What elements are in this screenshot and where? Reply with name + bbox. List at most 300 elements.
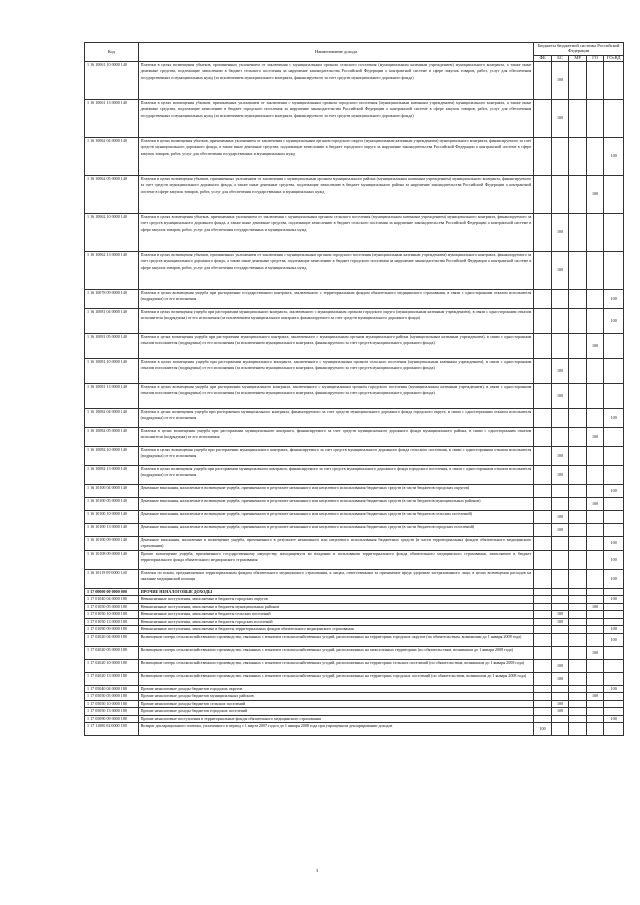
row-code: 1 16 10061 10 0000 140 [85, 61, 139, 99]
row-value-cell [586, 465, 604, 484]
table-row [85, 611, 624, 619]
row-name: Денежные взыскания, налагаемые в возмещение ущерба, причиненного в результате незаконного или нецелевого использования бюджетных средств (в части территориальных фондов обязательного медицинского страхования) [138, 536, 534, 550]
row-code: 1 17 02020 10 0000 180 [85, 659, 139, 672]
row-value-cell [586, 723, 604, 736]
row-value-cell [586, 523, 604, 536]
row-value-cell [586, 61, 604, 99]
row-value-cell [586, 408, 604, 427]
row-value-cell [534, 588, 552, 596]
row-value-cell [534, 446, 552, 465]
row-name: Прочие неналоговые доходы бюджетов сельских поселений [138, 700, 534, 708]
table-row [85, 672, 624, 685]
row-value-cell [586, 251, 604, 289]
row-code: 1 17 11000 02 0000 180 [85, 723, 139, 736]
row-value-cell [534, 61, 552, 99]
table-row [85, 497, 624, 510]
row-code: 1 16 10100 04 0000 140 [85, 484, 139, 497]
row-name: Возмещение потерь сельскохозяйственного производства, связанных с изъятием сельскохозяйственных угодий, расположенных на межселенных территориях (по обязательствам, возникшим до 1 января 2008 года) [138, 646, 534, 659]
header-col-mr: МР [569, 56, 587, 62]
row-value-cell [586, 633, 604, 646]
table-row [85, 427, 624, 446]
row-value-cell: 100 [604, 308, 624, 333]
row-value-cell [569, 536, 587, 550]
row-value-cell [569, 446, 587, 465]
row-name: Невыясненные поступления, зачисляемые в бюджеты городских поселений [138, 618, 534, 626]
table-header [85, 43, 624, 62]
row-value-cell [569, 523, 587, 536]
table-row [85, 523, 624, 536]
row-value-cell [551, 137, 569, 175]
row-value-cell: 100 [586, 175, 604, 213]
row-value-cell: 100 [604, 569, 624, 588]
row-value-cell [586, 588, 604, 596]
row-value-cell [551, 588, 569, 596]
row-value-cell [551, 715, 569, 723]
row-value-cell [569, 715, 587, 723]
row-code: 1 16 10081 10 0000 140 [85, 358, 139, 383]
row-name: Денежные взыскания, налагаемые в возмещение ущерба, причиненного в результате незаконного или нецелевого использования бюджетных средств (в части бюджетов городских поселений) [138, 523, 534, 536]
row-name: Денежные взыскания, налагаемые в возмещение ущерба, причиненного в результате незаконного или нецелевого использования бюджетных средств (в части бюджетов сельских поселений) [138, 510, 534, 523]
table-row [85, 289, 624, 308]
row-code: 1 17 02020 13 0000 180 [85, 672, 139, 685]
row-name: Прочие неналоговые доходы бюджетов муниципальных районов [138, 693, 534, 701]
row-value-cell: 100 [604, 484, 624, 497]
row-value-cell [569, 308, 587, 333]
row-value-cell: 100 [551, 251, 569, 289]
row-name: Платежи в целях возмещения убытков, причиненных уклонением от заключения с муниципальным органом городского поселения (муниципальным казенным учреждением) муниципального контракта, а также иные денежные средства, подлежащие зачислению в бюджет городского поселения за нарушение законодательства Российской Федерации о контрактной системе в сфере закупок товаров, работ, услуг для обеспечения государственных и муниципальных нужд (за исключением муниципального контракта, финансируемого за счет средств муниципального дорожного фонда) [138, 99, 534, 137]
row-value-cell [534, 408, 552, 427]
row-name: Платежи в целях возмещения ущерба при расторжении муниципального контракта, заключенного с муниципальным органом городского округа (муниципальным казенным учреждением), в связи с односторонним отказом исполнителя (подрядчика) от его исполнения (за исключением муниципального контракта, финансируемого за счет средств муниципального дорожного фонда) [138, 308, 534, 333]
row-value-cell [534, 672, 552, 685]
row-value-cell [534, 693, 552, 701]
table-row [85, 700, 624, 708]
row-value-cell [551, 626, 569, 634]
row-value-cell [569, 289, 587, 308]
row-name: Денежные взыскания, налагаемые в возмещение ущерба, причиненного в результате незаконного или нецелевого использования бюджетных средств (в части бюджетов городских округов) [138, 484, 534, 497]
header-code: Код [85, 43, 139, 62]
row-value-cell [586, 308, 604, 333]
table-row [85, 723, 624, 736]
row-value-cell [551, 427, 569, 446]
row-value-cell [569, 611, 587, 619]
row-value-cell: 100 [551, 446, 569, 465]
row-value-cell [569, 99, 587, 137]
header-name: Наименование дохода [138, 43, 534, 62]
table-row [85, 61, 624, 99]
row-name: Невыясненные поступления, зачисляемые в бюджеты территориальных фондов обязательного медицинского страхования [138, 626, 534, 634]
table-row [85, 333, 624, 358]
table-row [85, 465, 624, 484]
row-value-cell [534, 596, 552, 604]
row-value-cell [604, 61, 624, 99]
row-name: Возврат декларационного платежа, уплаченного в период с 1 марта 2007 года и до 1 января 2008 года при упрощенном декларировании доходов [138, 723, 534, 736]
row-value-cell: 100 [604, 536, 624, 550]
row-value-cell: 100 [604, 626, 624, 634]
row-value-cell: 100 [604, 715, 624, 723]
row-code: 1 16 10062 10 0000 140 [85, 213, 139, 251]
header-col-go: ГО [586, 56, 604, 62]
row-code: 1 16 10062 05 0000 140 [85, 175, 139, 213]
header-col-fb: ФБ [534, 56, 552, 62]
row-value-cell: 100 [551, 659, 569, 672]
row-value-cell [586, 289, 604, 308]
table-row [85, 588, 624, 596]
row-value-cell [569, 465, 587, 484]
table-row [85, 569, 624, 588]
row-code: 1 16 10100 09 0000 140 [85, 536, 139, 550]
table-row [85, 603, 624, 611]
row-name: Возмещение потерь сельскохозяйственного производства, связанных с изъятием сельскохозяйственных угодий, расположенных на территориях городских округов (по обязательствам, возникшим до 1 января 2008 года) [138, 633, 534, 646]
row-value-cell [604, 723, 624, 736]
row-value-cell [534, 633, 552, 646]
row-value-cell [569, 251, 587, 289]
row-value-cell [604, 708, 624, 716]
row-value-cell [586, 672, 604, 685]
row-code: 1 16 10108 09 0000 140 [85, 550, 139, 569]
row-value-cell: 100 [586, 693, 604, 701]
table-row [85, 536, 624, 550]
row-value-cell: 100 [551, 510, 569, 523]
row-value-cell [534, 569, 552, 588]
row-code: 1 17 02020 05 0000 180 [85, 646, 139, 659]
row-value-cell: 100 [551, 61, 569, 99]
row-value-cell [586, 510, 604, 523]
row-value-cell [586, 358, 604, 383]
row-value-cell: 100 [551, 708, 569, 716]
row-value-cell [586, 383, 604, 408]
row-value-cell [551, 633, 569, 646]
row-value-cell [551, 408, 569, 427]
row-value-cell [534, 708, 552, 716]
row-value-cell [534, 646, 552, 659]
row-value-cell [604, 700, 624, 708]
row-code: 1 17 01050 05 0000 180 [85, 603, 139, 611]
row-name: Платежи в целях возмещения ущерба при расторжении муниципального контракта, заключенного с муниципальным органом городского поселения (муниципальным казенным учреждением), в связи с односторонним отказом исполнителя (подрядчика) от его исполнения (за исключением муниципального контракта, финансируемого за счет средств муниципального дорожного фонда) [138, 383, 534, 408]
row-code: 1 16 10119 09 0000 140 [85, 569, 139, 588]
row-value-cell [586, 536, 604, 550]
row-value-cell [604, 523, 624, 536]
row-name: Платежи по искам, предъявляемым территориальным фондом обязательного медицинского страхования, к лицам, ответственным за причинение вреда здоровью застрахованного лица, в целях возмещения расходов на оказание медицинской помощи [138, 569, 534, 588]
row-code: 1 17 02020 04 0000 180 [85, 633, 139, 646]
row-value-cell [604, 659, 624, 672]
row-value-cell [604, 213, 624, 251]
row-value-cell [604, 333, 624, 358]
row-name: Платежи в целях возмещения ущерба при расторжении муниципального контракта, финансируемого за счет средств муниципального дорожного фонда городского округа, в связи с односторонним отказом исполнителя (подрядчика) от его исполнения [138, 408, 534, 427]
row-value-cell: 100 [586, 646, 604, 659]
table-row [85, 358, 624, 383]
row-value-cell [604, 358, 624, 383]
table-row [85, 213, 624, 251]
row-value-cell [586, 569, 604, 588]
row-name: Платежи в целях возмещения убытков, причиненных уклонением от заключения с муниципальным органом муниципального района (муниципальным казенным учреждением) муниципального контракта, финансируемого за счет средств муниципального дорожного фонда, а также иные денежные средства, подлежащие зачислению в бюджет муниципального района за нарушение законодательства Российской Федерации о контрактной системе в сфере закупок товаров, работ, услуг для обеспечения государственных и муниципальных нужд [138, 175, 534, 213]
table-row [85, 715, 624, 723]
row-value-cell [569, 175, 587, 213]
row-value-cell [586, 137, 604, 175]
row-value-cell [534, 333, 552, 358]
row-value-cell [569, 596, 587, 604]
row-value-cell [586, 550, 604, 569]
row-value-cell [534, 137, 552, 175]
row-code: 1 17 00000 00 0000 000 [85, 588, 139, 596]
row-value-cell [551, 603, 569, 611]
row-value-cell [551, 646, 569, 659]
row-value-cell [534, 308, 552, 333]
row-value-cell [551, 569, 569, 588]
row-value-cell [569, 137, 587, 175]
row-value-cell [534, 626, 552, 634]
table-row [85, 408, 624, 427]
row-name: Невыясненные поступления, зачисляемые в бюджеты городских округов [138, 596, 534, 604]
table-row [85, 308, 624, 333]
row-value-cell [534, 99, 552, 137]
row-name: Платежи в целях возмещения убытков, причиненных уклонением от заключения с муниципальным органом сельского поселения (муниципальным казенным учреждением) муниципального контракта, финансируемого за счет средств муниципального дорожного фонда, а также иные денежные средства, подлежащие зачислению в бюджет сельского поселения за нарушение законодательства Российской Федерации о контрактной системе в сфере закупок товаров, работ, услуг для обеспечения государственных и муниципальных нужд [138, 213, 534, 251]
row-name: Платежи в целях возмещения ущерба при расторжении муниципального контракта, заключенного с муниципальным органом муниципального района (муниципальным казенным учреждением), в связи с односторонним отказом исполнителя (подрядчика) от его исполнения (за исключением муниципального контракта, финансируемого за счет средств муниципального дорожного фонда) [138, 333, 534, 358]
row-value-cell: 100 [604, 550, 624, 569]
row-value-cell [569, 672, 587, 685]
row-value-cell [569, 693, 587, 701]
row-value-cell [534, 715, 552, 723]
row-name: Прочие неналоговые доходы бюджетов городских округов [138, 685, 534, 693]
row-code: 1 16 10081 04 0000 140 [85, 308, 139, 333]
row-value-cell [551, 308, 569, 333]
row-value-cell [569, 497, 587, 510]
row-code: 1 17 01050 10 0000 180 [85, 611, 139, 619]
row-value-cell: 100 [586, 427, 604, 446]
row-value-cell: 100 [604, 137, 624, 175]
table-row [85, 626, 624, 634]
row-value-cell [586, 213, 604, 251]
table-row [85, 251, 624, 289]
row-name: Невыясненные поступления, зачисляемые в бюджеты сельских поселений [138, 611, 534, 619]
table-row [85, 175, 624, 213]
row-value-cell: 100 [604, 408, 624, 427]
row-value-cell: 100 [551, 383, 569, 408]
row-value-cell [551, 484, 569, 497]
header-col-bs: БС [551, 56, 569, 62]
row-value-cell [569, 700, 587, 708]
row-value-cell [604, 175, 624, 213]
row-value-cell [604, 693, 624, 701]
row-value-cell [534, 685, 552, 693]
row-value-cell [569, 510, 587, 523]
table-row [85, 685, 624, 693]
row-value-cell [604, 618, 624, 626]
row-value-cell [586, 611, 604, 619]
row-value-cell [534, 611, 552, 619]
row-value-cell [569, 708, 587, 716]
row-value-cell [569, 646, 587, 659]
row-value-cell: 100 [551, 358, 569, 383]
row-code: 1 16 10062 13 0000 140 [85, 251, 139, 289]
row-value-cell [534, 497, 552, 510]
table-row [85, 659, 624, 672]
row-value-cell [569, 61, 587, 99]
row-code: 1 16 10082 10 0000 140 [85, 446, 139, 465]
row-value-cell: 100 [586, 603, 604, 611]
row-name: Платежи в целях возмещения убытков, причиненных уклонением от заключения с муниципальным органом сельского поселения (муниципальным казенным учреждением) муниципального контракта, а также иные денежные средства, подлежащие зачислению в бюджет сельского поселения за нарушение законодательства Российской Федерации о контрактной системе в сфере закупок товаров, работ, услуг для обеспечения государственных и муниципальных нужд (за исключением муниципального контракта, финансируемого за счет средств муниципального дорожного фонда) [138, 61, 534, 99]
header-col-govd: ГОсВД [604, 56, 624, 62]
row-name: Прочие неналоговые доходы бюджетов городских поселений [138, 708, 534, 716]
row-value-cell: 100 [551, 523, 569, 536]
row-name: Возмещение потерь сельскохозяйственного производства, связанных с изъятием сельскохозяйственных угодий, расположенных на территориях сельских поселений (по обязательствам, возникшим до 1 января 2008 года) [138, 659, 534, 672]
row-value-cell [569, 626, 587, 634]
row-value-cell [569, 408, 587, 427]
row-value-cell [586, 700, 604, 708]
row-value-cell [534, 603, 552, 611]
row-value-cell [604, 510, 624, 523]
row-value-cell [604, 603, 624, 611]
row-value-cell [604, 446, 624, 465]
row-name: Платежи в целях возмещения убытков, причиненных уклонением от заключения с муниципальным органом городского округа (муниципальным казенным учреждением) муниципального контракта, финансируемого за счет средств муниципального дорожного фонда, а также иные денежные средства, подлежащие зачислению в бюджет городского округа за нарушение законодательства Российской Федерации о контрактной системе в сфере закупок товаров, работ, услуг для обеспечения государственных и муниципальных нужд [138, 137, 534, 175]
row-code: 1 16 10061 13 0000 140 [85, 99, 139, 137]
row-code: 1 16 10082 04 0000 140 [85, 408, 139, 427]
row-code: 1 16 10082 05 0000 140 [85, 427, 139, 446]
row-value-cell: 100 [604, 289, 624, 308]
row-value-cell [604, 465, 624, 484]
table-row [85, 383, 624, 408]
row-value-cell: 100 [551, 465, 569, 484]
row-value-cell: 100 [551, 611, 569, 619]
row-value-cell [551, 685, 569, 693]
row-value-cell [534, 484, 552, 497]
row-value-cell [604, 672, 624, 685]
page-number: 3 [316, 868, 319, 873]
row-value-cell: 100 [551, 213, 569, 251]
row-value-cell [569, 427, 587, 446]
row-code: 1 16 10078 09 0000 140 [85, 289, 139, 308]
row-name: Платежи в целях возмещения ущерба при расторжении государственного контракта, заключенного с территориальным фондом обязательного медицинского страхования, в связи с односторонним отказом исполнителя (подрядчика) от его исполнения [138, 289, 534, 308]
row-code: 1 16 10081 13 0000 140 [85, 383, 139, 408]
row-value-cell [586, 446, 604, 465]
row-code: 1 17 01040 04 0000 180 [85, 596, 139, 604]
row-name: Платежи в целях возмещения ущерба при расторжении муниципального контракта, заключенного с муниципальным органом сельского поселения (муниципальным казенным учреждением), в связи с односторонним отказом исполнителя (подрядчика) от его исполнения (за исключением муниципального контракта, финансируемого за счет средств муниципального дорожного фонда) [138, 358, 534, 383]
row-value-cell [604, 251, 624, 289]
row-value-cell: 100 [551, 672, 569, 685]
row-value-cell [586, 659, 604, 672]
row-value-cell [551, 497, 569, 510]
row-value-cell [534, 213, 552, 251]
row-value-cell [569, 659, 587, 672]
row-value-cell [551, 693, 569, 701]
row-value-cell [569, 550, 587, 569]
row-code: 1 16 10100 10 0000 140 [85, 510, 139, 523]
row-value-cell [569, 213, 587, 251]
row-value-cell: 100 [604, 633, 624, 646]
row-value-cell [569, 603, 587, 611]
table-row [85, 550, 624, 569]
row-value-cell [534, 523, 552, 536]
row-value-cell [551, 536, 569, 550]
row-code: 1 16 10082 13 0000 140 [85, 465, 139, 484]
row-code: 1 17 01090 09 0000 180 [85, 626, 139, 634]
row-value-cell [586, 626, 604, 634]
row-value-cell [534, 383, 552, 408]
row-value-cell: 100 [604, 596, 624, 604]
row-value-cell [569, 358, 587, 383]
row-value-cell: 100 [551, 700, 569, 708]
row-value-cell [534, 700, 552, 708]
header-budget-group: Бюджеты бюджетной системы Российской Федерации [534, 43, 624, 56]
row-value-cell [569, 723, 587, 736]
row-value-cell [604, 99, 624, 137]
row-value-cell [604, 611, 624, 619]
row-name: ПРОЧИЕ НЕНАЛОГОВЫЕ ДОХОДЫ [138, 588, 534, 596]
row-code: 1 17 01050 13 0000 180 [85, 618, 139, 626]
row-code: 1 17 05090 09 0000 180 [85, 715, 139, 723]
row-value-cell [586, 618, 604, 626]
row-value-cell: 100 [551, 618, 569, 626]
row-value-cell [604, 497, 624, 510]
row-name: Платежи в целях возмещения ущерба при расторжении муниципального контракта, финансируемого за счет средств муниципального дорожного фонда городского поселения, в связи с односторонним отказом исполнителя (подрядчика) от его исполнения [138, 465, 534, 484]
row-name: Прочее возмещение ущерба, причиненного государственному имуществу, находящемуся во владении и пользовании территориального фонда обязательного медицинского страхования, зачисляемое в бюджет территориального фонда обязательного медицинского страхования [138, 550, 534, 569]
row-value-cell [551, 175, 569, 213]
row-name: Невыясненные поступления, зачисляемые в бюджеты муниципальных районов [138, 603, 534, 611]
row-value-cell [586, 99, 604, 137]
row-value-cell [569, 569, 587, 588]
table-row [85, 596, 624, 604]
income-codes-table [84, 42, 624, 736]
row-name: Платежи в целях возмещения ущерба при расторжении муниципального контракта, финансируемого за счет средств муниципального дорожного фонда сельского поселения, в связи с односторонним отказом исполнителя (подрядчика) от его исполнения [138, 446, 534, 465]
table-row [85, 708, 624, 716]
row-value-cell [534, 510, 552, 523]
table-row [85, 484, 624, 497]
row-code: 1 17 05040 04 0000 180 [85, 685, 139, 693]
row-value-cell [534, 358, 552, 383]
row-value-cell [534, 536, 552, 550]
row-value-cell [534, 427, 552, 446]
table-row [85, 446, 624, 465]
row-value-cell [534, 465, 552, 484]
row-value-cell [569, 383, 587, 408]
row-value-cell [534, 618, 552, 626]
table-row [85, 137, 624, 175]
row-code: 1 17 05050 05 0000 180 [85, 693, 139, 701]
row-value-cell [551, 289, 569, 308]
row-code: 1 17 05050 13 0000 180 [85, 708, 139, 716]
row-value-cell: 100 [586, 333, 604, 358]
row-value-cell [569, 633, 587, 646]
row-value-cell [586, 685, 604, 693]
row-value-cell [534, 550, 552, 569]
row-code: 1 17 05050 10 0000 180 [85, 700, 139, 708]
row-value-cell: 100 [551, 99, 569, 137]
row-value-cell: 100 [604, 685, 624, 693]
row-value-cell [534, 175, 552, 213]
row-code: 1 16 10081 05 0000 140 [85, 333, 139, 358]
row-name: Платежи в целях возмещения убытков, причиненных уклонением от заключения с муниципальным органом городского поселения (муниципальным казенным учреждением) муниципального контракта, финансируемого за счет средств муниципального дорожного фонда, а также иные денежные средства, подлежащие зачислению в бюджет городского поселения за нарушение законодательства Российской Федерации о контрактной системе в сфере закупок товаров, работ, услуг для обеспечения государственных и муниципальных нужд [138, 251, 534, 289]
row-value-cell [604, 588, 624, 596]
row-value-cell [586, 715, 604, 723]
row-value-cell [604, 646, 624, 659]
row-value-cell: 100 [586, 497, 604, 510]
row-value-cell [534, 251, 552, 289]
row-value-cell [569, 333, 587, 358]
row-name: Прочие неналоговые поступления в территориальные фонды обязательного медицинского страхования [138, 715, 534, 723]
row-value-cell [586, 708, 604, 716]
row-value-cell [551, 723, 569, 736]
row-value-cell [604, 427, 624, 446]
row-value-cell: 100 [534, 723, 552, 736]
row-value-cell [569, 685, 587, 693]
table-row [85, 633, 624, 646]
row-name: Денежные взыскания, налагаемые в возмещение ущерба, причиненного в результате незаконного или нецелевого использования бюджетных средств (в части бюджетов муниципальных районов) [138, 497, 534, 510]
table-row [85, 618, 624, 626]
row-value-cell [586, 596, 604, 604]
table-row [85, 646, 624, 659]
row-value-cell [551, 550, 569, 569]
row-value-cell [534, 659, 552, 672]
row-value-cell [551, 333, 569, 358]
